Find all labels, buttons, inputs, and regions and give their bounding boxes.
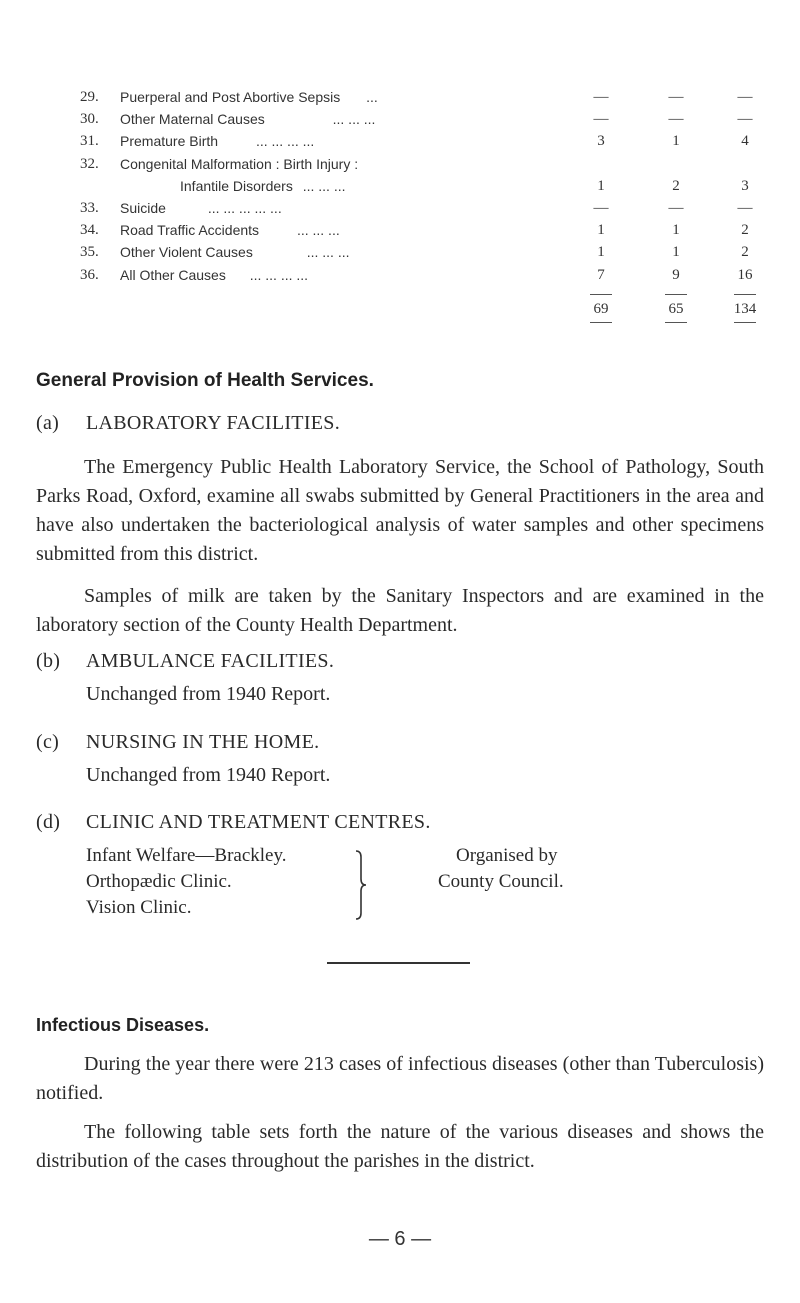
ambulance-note: Unchanged from 1940 Report. [86, 683, 331, 705]
rule-col1 [590, 294, 612, 295]
clinics-letter: (d) [36, 811, 61, 833]
row-label: All Other Causes [120, 266, 226, 283]
divider [327, 962, 470, 964]
lab-title: LABORATORY FACILITIES. [86, 412, 341, 434]
clinic-item: Vision Clinic. [86, 897, 192, 918]
row-label: Premature Birth [120, 133, 219, 150]
value-col1: — [593, 89, 609, 105]
row-label: Other Violent Causes [120, 244, 253, 261]
leader-dots: ... ... ... [332, 111, 376, 128]
table-row [80, 197, 753, 219]
organised-by-label: Organised by [456, 845, 558, 866]
lab-paragraph-1: The Emergency Public Health Laboratory Service, the School of Pathology, South Parks Road, Oxford, examine all swabs submitted by General Practitioners in the area and have also undertaken the bacteriological analysis of water samples and other specimens submitted from this district. [36, 456, 764, 565]
infectious-paragraph-1: During the year there were 213 cases of infectious diseases (other than Tuberculosis) notified. [36, 1053, 764, 1104]
leader-dots: ... ... ... ... ... [207, 199, 282, 216]
value-col1: — [593, 199, 609, 216]
row-number: 31. [80, 133, 99, 150]
leader-dots: ... [366, 89, 378, 105]
row-label: Congenital Malformation : Birth Injury : [120, 155, 359, 172]
value-col1: 7 [597, 266, 605, 283]
value-col2: 1 [672, 244, 680, 261]
value-col3: — [737, 111, 753, 128]
row-number: 32. [80, 155, 99, 172]
row-number: 36. [80, 266, 99, 283]
value-col2: — [668, 111, 684, 128]
value-col1: 3 [597, 133, 605, 150]
leader-dots: ... ... ... ... [249, 266, 309, 283]
value-col3: 2 [741, 244, 749, 261]
clinic-item: Orthopædic Clinic. [86, 871, 232, 892]
row-label: Suicide [120, 199, 166, 216]
row-number: 35. [80, 244, 99, 261]
value-col2: — [668, 89, 684, 105]
clinic-item: Infant Welfare—Brackley. [86, 845, 287, 866]
table-row [82, 153, 742, 175]
section-title: General Provision of Health Services. [36, 370, 374, 391]
infectious-paragraph-2: The following table sets forth the nature of the various diseases and shows the distribution of the cases throughout the parishes in the district. [36, 1121, 764, 1172]
total-col1: 69 [593, 300, 609, 317]
table-row [80, 108, 753, 130]
value-col3: 4 [741, 133, 749, 150]
row-number: 29. [80, 89, 99, 105]
value-col2: 2 [672, 177, 680, 194]
nursing-note: Unchanged from 1940 Report. [86, 764, 331, 786]
nursing-title: NURSING IN THE HOME. [86, 731, 320, 753]
rule-col1 [590, 322, 612, 323]
county-council-label: County Council. [438, 871, 564, 892]
brace-icon [352, 849, 368, 921]
value-col3: — [737, 89, 753, 105]
row-number: 33. [80, 199, 99, 216]
value-col2: 9 [672, 266, 680, 283]
clinics-heading [36, 811, 431, 834]
leader-dots: ... ... ... [296, 222, 340, 239]
row-label: Puerperal and Post Abortive Sepsis [120, 89, 341, 105]
value-col1: 1 [597, 244, 605, 261]
leader-dots: ... ... ... ... [255, 133, 315, 150]
ambulance-heading [36, 650, 334, 673]
totals-row [82, 298, 757, 320]
value-col1: 1 [597, 177, 605, 194]
row-number: 30. [80, 111, 99, 128]
table-row [80, 86, 753, 108]
value-col1: — [593, 111, 609, 128]
table-row [82, 175, 749, 197]
rule-col2 [665, 294, 687, 295]
value-col2: 1 [672, 133, 680, 150]
table-row [80, 241, 749, 263]
value-col2: — [668, 199, 684, 216]
row-label: Other Maternal Causes [120, 111, 265, 128]
clinics-title: CLINIC AND TREATMENT CENTRES. [86, 811, 431, 833]
lab-heading [36, 412, 340, 435]
total-col2: 65 [668, 300, 684, 317]
rule-col3 [734, 322, 756, 323]
value-col2: 1 [672, 222, 680, 239]
nursing-letter: (c) [36, 731, 60, 753]
row-number: 34. [80, 222, 99, 239]
leader-dots: ... ... ... [306, 244, 350, 261]
lab-paragraph-2: Samples of milk are taken by the Sanitary Inspectors and are examined in the laboratory section of the County Health Department. [36, 585, 764, 636]
rule-col2 [665, 322, 687, 323]
page-number: — 6 — [368, 1228, 432, 1250]
value-col3: 2 [741, 222, 749, 239]
ambulance-letter: (b) [36, 650, 61, 672]
value-col3: — [737, 199, 753, 216]
leader-dots: ... ... ... [302, 177, 346, 194]
table-row [80, 130, 749, 152]
value-col1: 1 [597, 222, 605, 239]
row-label: Infantile Disorders [180, 177, 293, 194]
row-label: Road Traffic Accidents [120, 222, 260, 239]
value-col3: 3 [741, 177, 749, 194]
rule-col3 [734, 294, 756, 295]
table-row [80, 219, 749, 241]
value-col3: 16 [737, 266, 753, 283]
total-col3: 134 [733, 300, 757, 317]
nursing-heading [36, 731, 319, 754]
table-row [80, 264, 753, 286]
infectious-title: Infectious Diseases. [36, 1015, 210, 1035]
ambulance-title: AMBULANCE FACILITIES. [86, 650, 335, 672]
lab-letter: (a) [36, 412, 60, 434]
causes-of-death-table [80, 86, 757, 320]
